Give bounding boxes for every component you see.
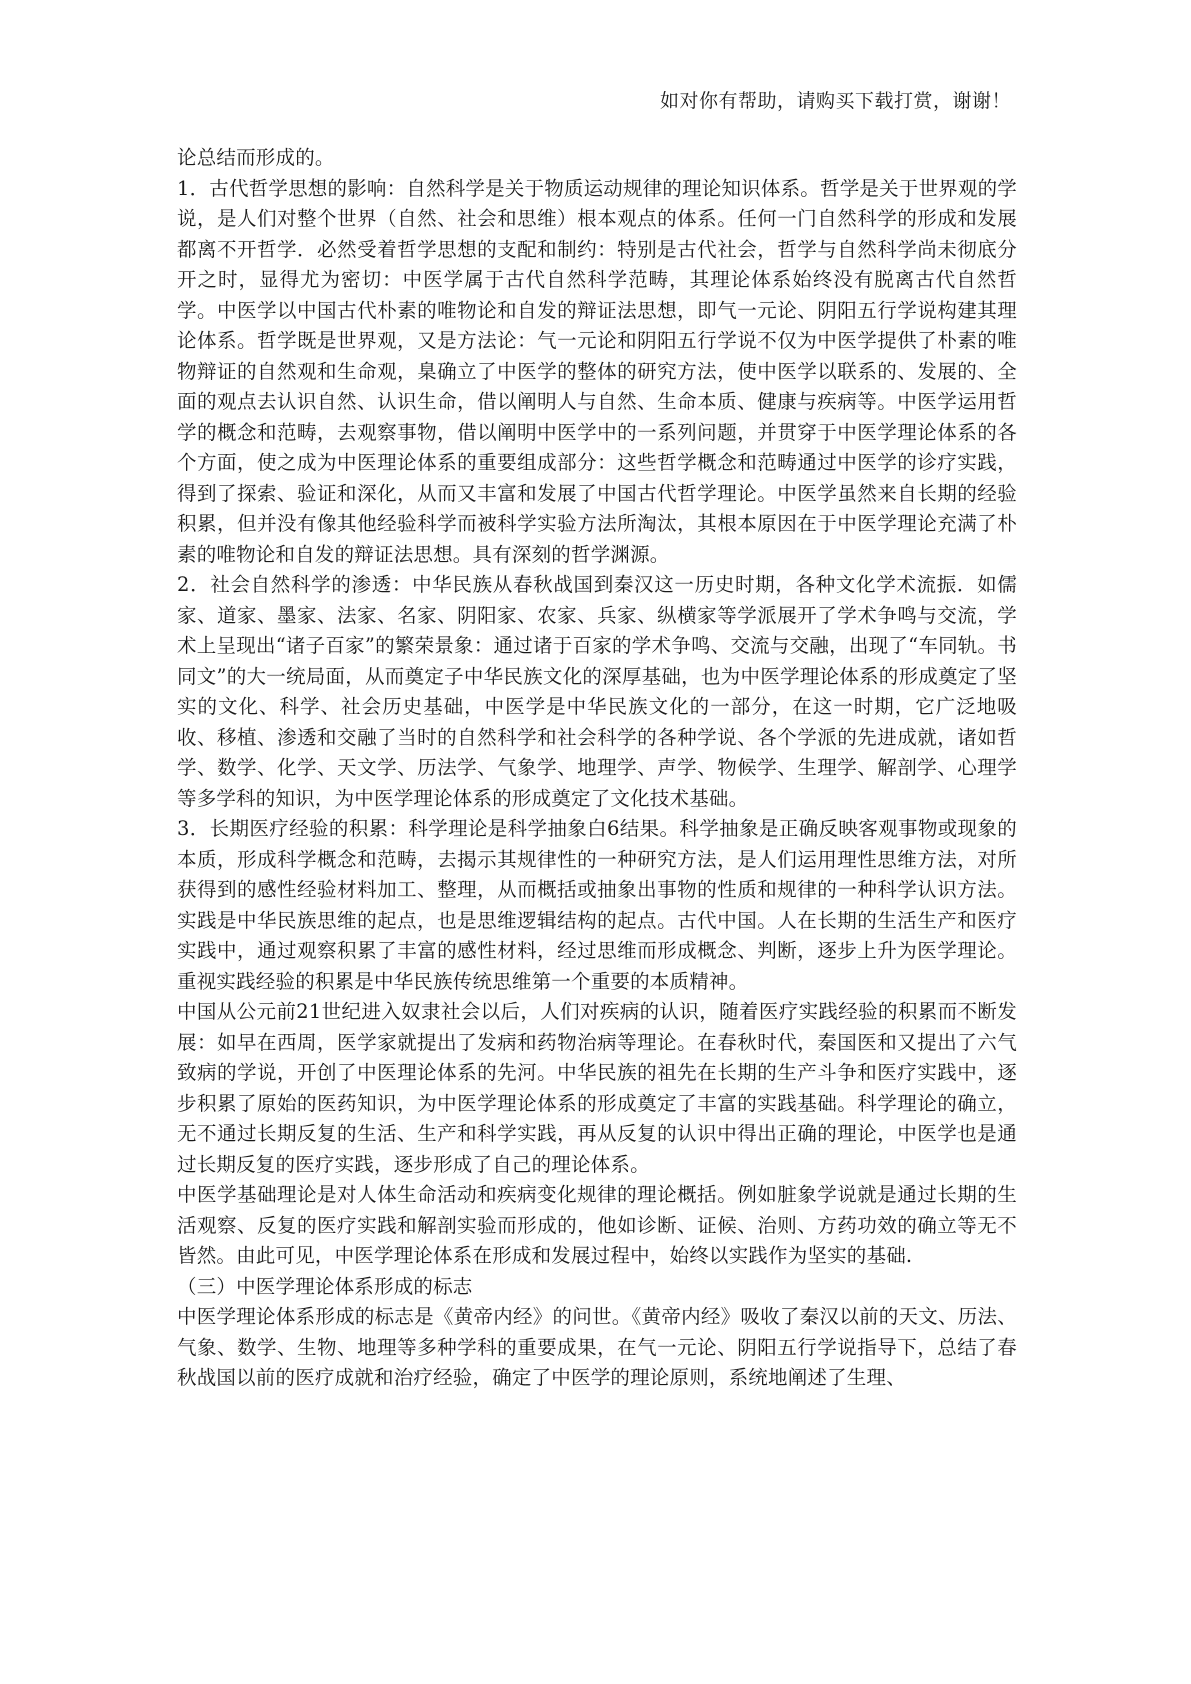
document-body bbox=[177, 143, 1017, 1394]
paragraph-science-penetration: 2．社会自然科学的渗透：中华民族从春秋战国到秦汉这一历史时期，各种文化学术流振．如儒家、道家、墨家、法家、名家、阴阳家、农家、兵家、纵横家等学派展开了学术争鸣与交流，学术上呈现出“诸子百家”的繁荣景象：通过诸于百家的学术争鸣、交流与交融，出现了“车同轨。书同文”的大一统局面，从而奠定子中华民族文化的深厚基础，也为中医学理论体系的形成奠定了坚实的文化、科学、社会历史基础，中医学是中华民族文化的一部分，在这一时期，它广泛地吸收、移植、渗透和交融了当时的自然科学和社会科学的各种学说、各个学派的先进成就，诸如哲学、数学、化学、天文学、历法学、气象学、地理学、声学、物候学、生理学、解剖学、心理学等多学科的知识，为中医学理论体系的形成奠定了文化技术基础。 bbox=[177, 573, 1017, 810]
paragraph-historical-development: 中国从公元前21世纪进入奴隶社会以后，人们对疾病的认识，随着医疗实践经验的积累而不断发展：如早在西周，医学家就提出了发病和药物治病等理论。在春秋时代，秦国医和又提出了六气致病的学说，开创了中医理论体系的先河。中华民族的祖先在长期的生产斗争和医疗实践中，逐步积累了原始的医药知识，为中医学理论体系的形成奠定了丰富的实践基础。科学理论的确立，无不通过长期反复的生活、生产和科学实践，再从反复的认识中得出正确的理论，中医学也是通过长期反复的医疗实践，逐步形成了自己的理论体系。 bbox=[177, 1000, 1017, 1176]
section-heading: （三）中医学理论体系形成的标志 bbox=[177, 1274, 473, 1298]
paragraph-medical-experience: 3．长期医疗经验的积累：科学理论是科学抽象白6结果。科学抽象是正确反映客观事物或现象的本质，形成科学概念和范畴，去揭示其规律性的一种研究方法，是人们运用理性思维方法，对所获得到的感性经验材料加工、整理，从而概括或抽象出事物的性质和规律的一种科学认识方法。实践是中华民族思维的起点，也是思维逻辑结构的起点。古代中国。人在长期的生活生产和医疗实践中，通过观察积累了丰富的感性材料，经过思维而形成概念、判断，逐步上升为医学理论。重视实践经验的积累是中华民族传统思维第一个重要的本质精神。 bbox=[177, 817, 1017, 993]
header-note: 如对你有帮助，请购买下载打赏，谢谢！ bbox=[659, 90, 1011, 112]
paragraph-continuation: 论总结而形成的。 bbox=[177, 146, 335, 169]
paragraph-basic-theory: 中医学基础理论是对人体生命活动和疾病变化规律的理论概括。例如脏象学说就是通过长期的生活观察、反复的医疗实践和解剖实验而形成的，他如诊断、证候、治则、方药功效的确立等无不皆然。由此可见，中医学理论体系在形成和发展过程中，始终以实践作为坚实的基础. bbox=[177, 1183, 1017, 1267]
paragraph-huangdi-neijing: 中医学理论体系形成的标志是《黄帝内经》的问世。《黄帝内经》吸收了秦汉以前的天文、历法、气象、数学、生物、地理等多种学科的重要成果，在气一元论、阴阳五行学说指导下，总结了春秋战国以前的医疗成就和治疗经验，确定了中医学的理论原则，系统地阐述了生理、 bbox=[177, 1305, 1017, 1389]
paragraph-philosophy-influence: 1．古代哲学思想的影响：自然科学是关于物质运动规律的理论知识体系。哲学是关于世界观的学说，是人们对整个世界（自然、社会和思维）根本观点的体系。任何一门自然科学的形成和发展都离不开哲学．必然受着哲学思想的支配和制约：特别是古代社会，哲学与自然科学尚未彻底分开之时，显得尤为密切：中医学属于古代自然科学范畴，其理论体系始终没有脱离古代自然哲学。中医学以中国古代朴素的唯物论和自发的辩证法思想，即气一元论、阴阳五行学说构建其理论体系。哲学既是世界观，又是方法论：气一元论和阴阳五行学说不仅为中医学提供了朴素的唯物辩证的自然观和生命观，臬确立了中医学的整体的研究方法，使中医学以联系的、发展的、全面的观点去认识自然、认识生命，借以阐明人与自然、生命本质、健康与疾病等。中医学运用哲学的概念和范畴，去观察事物，借以阐明中医学中的一系列问题，并贯穿于中医学理论体系的各个方面，使之成为中医理论体系的重要组成部分：这些哲学概念和范畴通过中医学的诊疗实践，得到了探索、验证和深化，从而又丰富和发展了中国古代哲学理论。中医学虽然来自长期的经验积累，但并没有像其他经验科学而被科学实验方法所淘汰，其根本原因在于中医学理论充满了朴素的唯物论和自发的辩证法思想。具有深刻的哲学渊源。 bbox=[177, 176, 1018, 566]
